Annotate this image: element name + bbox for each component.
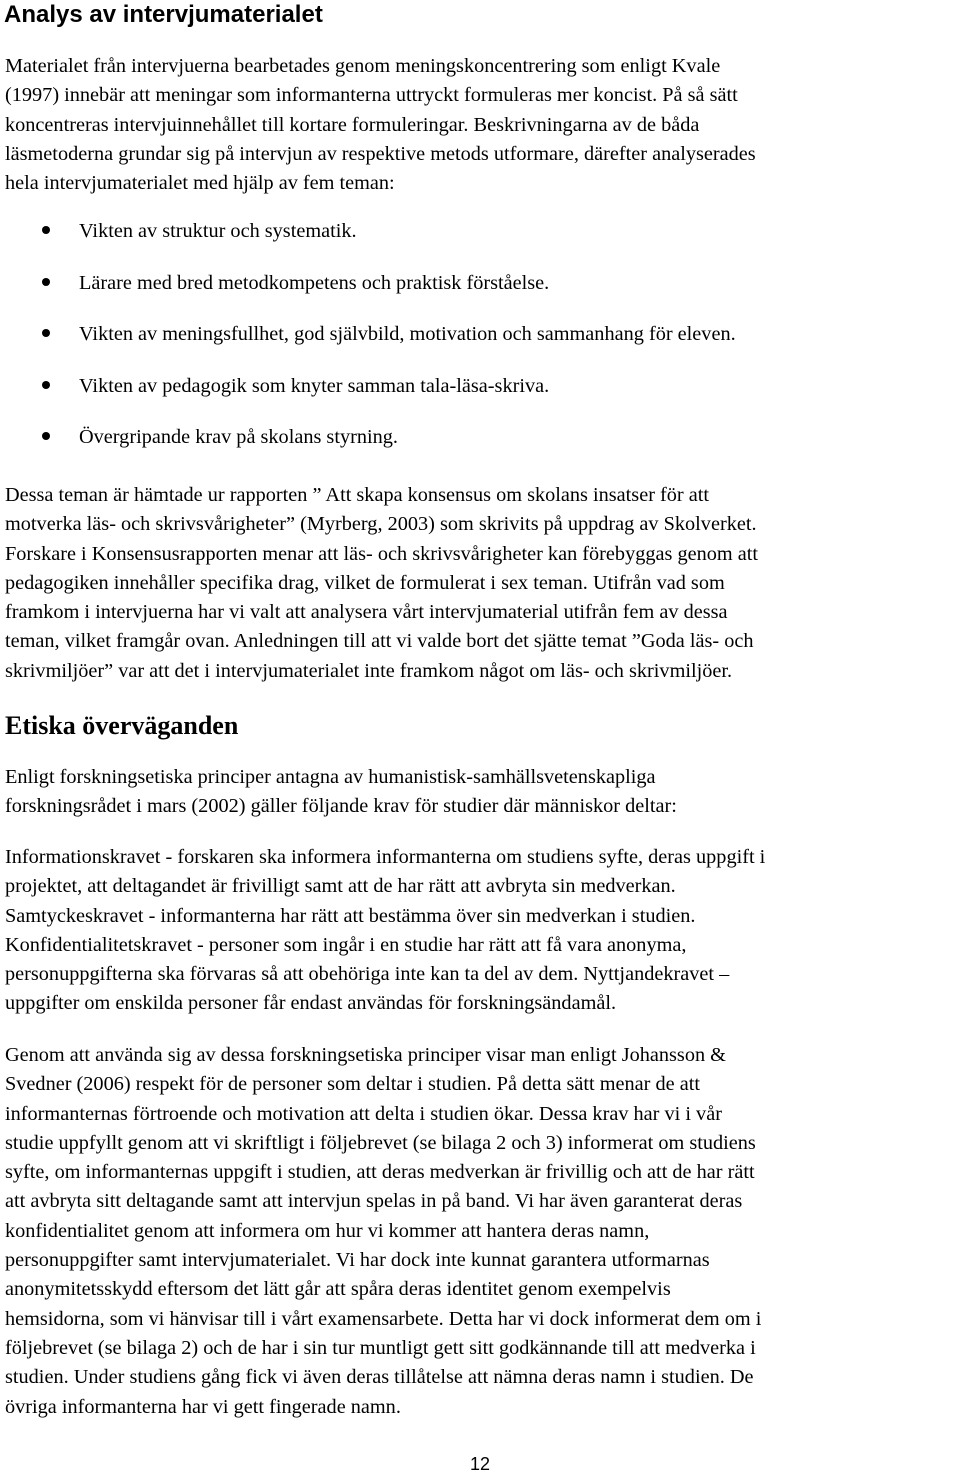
list-item <box>0 320 960 372</box>
bullet-icon <box>42 329 50 337</box>
list-item-text: Vikten av meningsfullhet, god självbild, motivation och sammanhang för eleven. <box>79 323 736 346</box>
text-line: Samtyckeskravet - informanterna har rätt att bestämma över sin medverkan i studien. <box>5 904 696 927</box>
bullet-icon <box>42 432 50 440</box>
section-heading-analys: Analys av intervjumaterialet <box>4 1 323 28</box>
text-line: hela intervjumaterialet med hjälp av fem teman: <box>5 172 395 195</box>
text-line: anonymitetsskydd eftersom det lätt går att spåra deras identitet genom exempelvis <box>5 1278 671 1301</box>
text-line: motverka läs- och skrivsvårigheter” (Myrberg, 2003) som skrivits på uppdrag av Skolverket. <box>5 513 757 536</box>
text-line: att avbryta sitt deltagande samt att intervjun spelas in på band. Vi har även garanterat deras <box>5 1190 743 1213</box>
theme-list <box>0 217 960 475</box>
text-line: (1997) innebär att meningar som informanterna uttryckt formuleras mer koncist. På så sätt <box>5 84 738 107</box>
text-line: Svedner (2006) respekt för de personer som deltar i studien. På detta sätt menar de att <box>5 1073 700 1096</box>
text-line: studien. Under studiens gång fick vi även deras tillåtelse att nämna deras namn i studien. De <box>5 1366 754 1389</box>
text-line: Informationskravet - forskaren ska informera informanterna om studiens syfte, deras uppgift i <box>5 846 766 868</box>
text-line: konfidentialitet genom att informera om hur vi kommer att hantera deras namn, <box>5 1219 650 1242</box>
text-line: pedagogiken innehåller specifika drag, vilket de formulerat i sex teman. Utifrån vad som <box>5 571 725 594</box>
text-line: syfte, om informanternas uppgift i studien, att deras medverkan är frivillig och att de har rätt <box>5 1161 755 1184</box>
text-line: Genom att använda sig av dessa forskningsetiska principer visar man enligt Johansson & <box>5 1044 726 1066</box>
text-line: projektet, att deltagandet är frivilligt samt att de har rätt att avbryta sin medverkan. <box>5 875 676 898</box>
bullet-icon <box>42 381 50 389</box>
text-line: Dessa teman är hämtade ur rapporten ” Att skapa konsensus om skolans insatser för att <box>5 484 710 506</box>
text-line: följebrevet (se bilaga 2) och de har i sin tur muntligt gett sitt godkännande till att medverka i <box>5 1336 756 1359</box>
text-line: övriga informanterna har vi gett fingerade namn. <box>5 1395 401 1418</box>
list-item <box>0 269 960 321</box>
list-item <box>0 372 960 424</box>
text-line: Konfidentialitetskravet - personer som ingår i en studie har rätt att få vara anonyma, <box>5 933 687 956</box>
page-number: 12 <box>469 1454 491 1474</box>
text-line: forskningsrådet i mars (2002) gäller följande krav för studier där människor deltar: <box>5 795 677 818</box>
text-line: uppgifter om enskilda personer får endast användas för forskningsändamål. <box>5 992 617 1015</box>
intro-paragraph <box>5 52 960 198</box>
list-item-text: Vikten av pedagogik som knyter samman tala-läsa-skriva. <box>79 374 550 397</box>
text-line: informanternas förtroende och motivation att delta i studien ökar. Dessa krav har vi i vår <box>5 1102 722 1125</box>
text-line: personuppgifter samt intervjumaterialet. Vi har dock inte kunnat garantera utformarnas <box>5 1249 710 1272</box>
section-heading-etiska: Etiska överväganden <box>5 711 239 740</box>
list-item <box>0 423 960 475</box>
text-line: teman, vilket framgår ovan. Anledningen till att vi valde bort det sjätte temat ”Goda läs- och <box>5 630 754 653</box>
text-line: koncentreras intervjuinnehållet till kortare formuleringar. Beskrivningarna av de båda <box>5 113 700 136</box>
list-item-text: Lärare med bred metodkompetens och praktisk förståelse. <box>79 271 550 294</box>
text-line: Enligt forskningsetiska principer antagna av humanistisk-samhällsvetenskapliga <box>5 766 656 788</box>
bullet-icon <box>42 278 50 286</box>
text-line: läsmetoderna grundar sig på intervjun av respektive metods utformare, därefter analyserades <box>5 142 756 165</box>
text-line: Materialet från intervjuerna bearbetades genom meningskoncentrering som enligt Kvale <box>5 55 721 77</box>
application-paragraph <box>5 1041 960 1422</box>
bullet-icon <box>42 226 50 234</box>
list-item-text: Vikten av struktur och systematik. <box>79 220 357 242</box>
text-line: framkom i intervjuerna har vi valt att analysera vårt intervjumaterial utifrån fem av dessa <box>5 601 728 624</box>
list-item <box>0 217 960 269</box>
ethics-intro-paragraph <box>5 763 960 822</box>
text-line: personuppgifterna ska förvaras så att obehöriga inte kan ta del av dem. Nyttjandekravet – <box>5 963 730 986</box>
text-line: skrivmiljöer” var att det i intervjumaterialet inte framkom något om läs- och skrivmiljöer. <box>5 659 733 682</box>
text-line: Forskare i Konsensusrapporten menar att läs- och skrivsvårigheter kan förebyggas genom att <box>5 542 759 565</box>
discussion-paragraph <box>5 481 960 686</box>
text-line: studie uppfyllt genom att vi skriftligt i följebrevet (se bilaga 2 och 3) informerat om studiens <box>5 1131 756 1154</box>
requirements-paragraph <box>5 843 960 1019</box>
list-item-text: Övergripande krav på skolans styrning. <box>79 426 398 449</box>
text-line: hemsidorna, som vi hänvisar till i vårt examensarbete. Detta har vi dock informerat dem om i <box>5 1307 762 1330</box>
